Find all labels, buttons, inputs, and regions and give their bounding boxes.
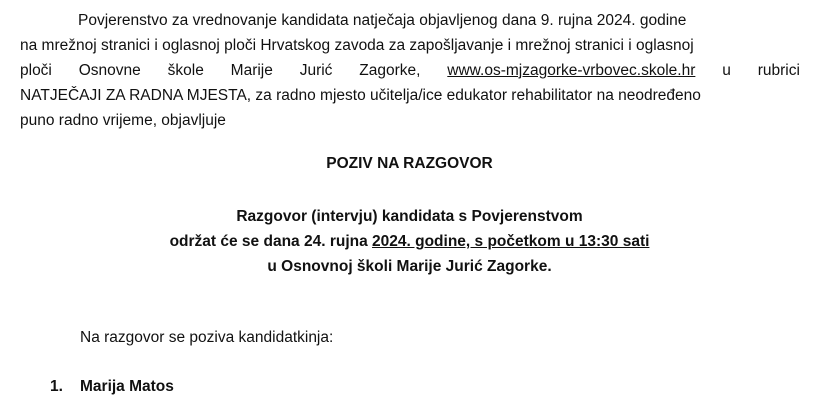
- intro-word: Jurić: [299, 62, 333, 79]
- school-website-link[interactable]: www.os-mjzagorke-vrbovec.skole.hr: [447, 62, 696, 79]
- intro-word: Zagorke,: [359, 62, 421, 79]
- intro-line-1: Povjerenstvo za vrednovanje kandidata natječaja objavljenog dana 9. rujna 2024. godine: [78, 12, 687, 29]
- invitation-line-2: [0, 229, 819, 254]
- invitation-date-text: održat će se dana 24. rujna: [169, 233, 373, 250]
- intro-word: ploči: [20, 62, 52, 79]
- interview-invitation: [0, 204, 819, 279]
- intro-word: u: [722, 62, 731, 79]
- invitation-line-3: u Osnovnoj školi Marije Jurić Zagorke.: [267, 258, 552, 275]
- intro-word: rubrici: [757, 62, 800, 79]
- intro-word: škole: [167, 62, 204, 79]
- intro-line-5: puno radno vrijeme, objavljuje: [20, 112, 226, 129]
- candidate-number: 1.: [50, 378, 63, 395]
- intro-word: Marije: [230, 62, 273, 79]
- invitation-line-1: Razgovor (intervju) kandidata s Povjerenstvom: [236, 208, 583, 225]
- intro-word: Osnovne: [78, 62, 141, 79]
- candidates-intro: Na razgovor se poziva kandidatkinja:: [80, 329, 334, 346]
- document-heading: POZIV NA RAZGOVOR: [326, 155, 493, 172]
- invitation-time-text: 2024. godine, s početkom u 13:30 sati: [372, 233, 650, 250]
- intro-line-3: [20, 58, 800, 83]
- intro-paragraph: [20, 8, 800, 133]
- intro-line-4: NATJEČAJI ZA RADNA MJESTA, za radno mjesto učitelja/ice edukator rehabilitator na neodređeno: [20, 87, 701, 104]
- intro-line-2: na mrežnoj stranici i oglasnoj ploči Hrvatskog zavoda za zapošljavanje i mrežnoj stranici i oglasnoj: [20, 37, 694, 54]
- candidate-list-item: [50, 376, 174, 398]
- candidate-name: Marija Matos: [80, 378, 174, 395]
